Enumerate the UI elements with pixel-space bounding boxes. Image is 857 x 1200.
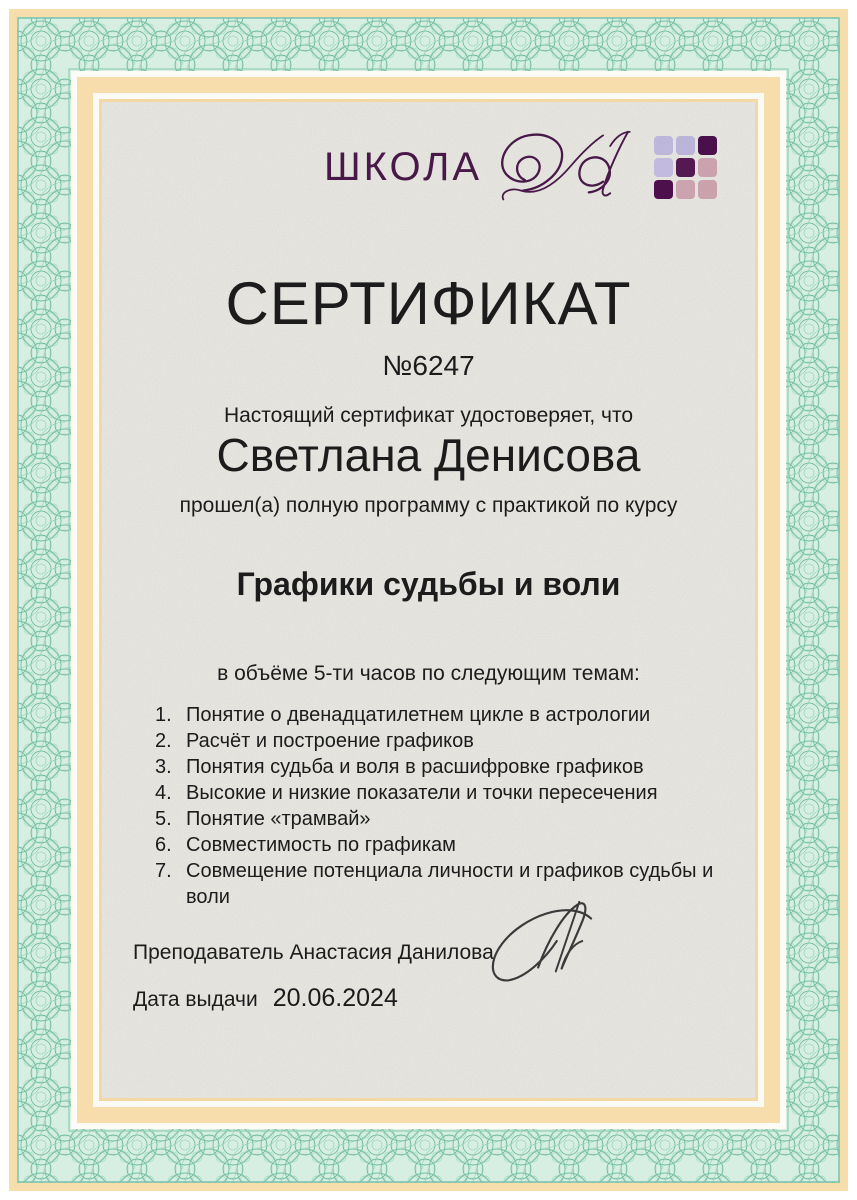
da-script-monogram-icon [498,124,636,210]
topic-text: Высокие и низкие показатели и точки пересечения [186,781,658,804]
topic-text: Совмещение потенциала личности и графиков судьбы и воли [186,859,714,908]
recipient-name: Светлана Денисова [216,429,641,482]
list-item [155,728,717,754]
topic-number: 1. [155,703,172,726]
issue-date-row [133,984,755,1014]
mosaic-square [698,158,717,177]
statement-line: Настоящий сертификат удостоверяет, что [223,403,634,427]
topic-number: 3. [155,755,172,778]
school-logo [194,128,847,206]
topics-list [155,702,717,910]
topic-number: 7. [155,859,172,882]
topic-text: Понятие «трамвай» [186,807,371,830]
topic-text: Понятия судьба и воля в расшифровке графиков [186,755,644,778]
topic-text: Совместимость по графикам [186,833,456,856]
mosaic-square [654,136,673,155]
topic-number: 2. [155,729,172,752]
mosaic-square [676,136,695,155]
topic-text: Расчёт и построение графиков [186,729,474,752]
mosaic-square [676,158,695,177]
topic-text: Понятие о двенадцатилетнем цикле в астрологии [186,703,651,726]
handwritten-signature-icon [480,895,610,993]
mosaic-squares-icon [654,136,717,199]
mosaic-square [654,158,673,177]
certificate-body [102,102,755,1098]
teacher-line: Преподаватель Анастасия Данилова [133,940,494,964]
mosaic-square [698,136,717,155]
mosaic-square [654,180,673,199]
mosaic-square [698,180,717,199]
certificate-number: №6247 [382,350,475,381]
list-item [155,806,717,832]
list-item [155,702,717,728]
school-name-text: ШКОЛА [323,145,483,189]
issue-date-label: Дата выдачи [133,987,258,1011]
completion-line: прошел(а) полную программу с практикой по курсу [179,493,678,517]
certificate-title: СЕРТИФИКАТ [225,270,632,337]
topic-number: 4. [155,781,172,804]
list-item [155,780,717,806]
topic-number: 6. [155,833,172,856]
topic-number: 5. [155,807,172,830]
list-item [155,858,717,910]
course-title: Графики судьбы и воли [236,565,621,602]
volume-line: в объёме 5-ти часов по следующим темам: [217,661,640,685]
list-item [155,754,717,780]
issue-date-value: 20.06.2024 [272,983,398,1012]
mosaic-square [676,180,695,199]
list-item [155,832,717,858]
